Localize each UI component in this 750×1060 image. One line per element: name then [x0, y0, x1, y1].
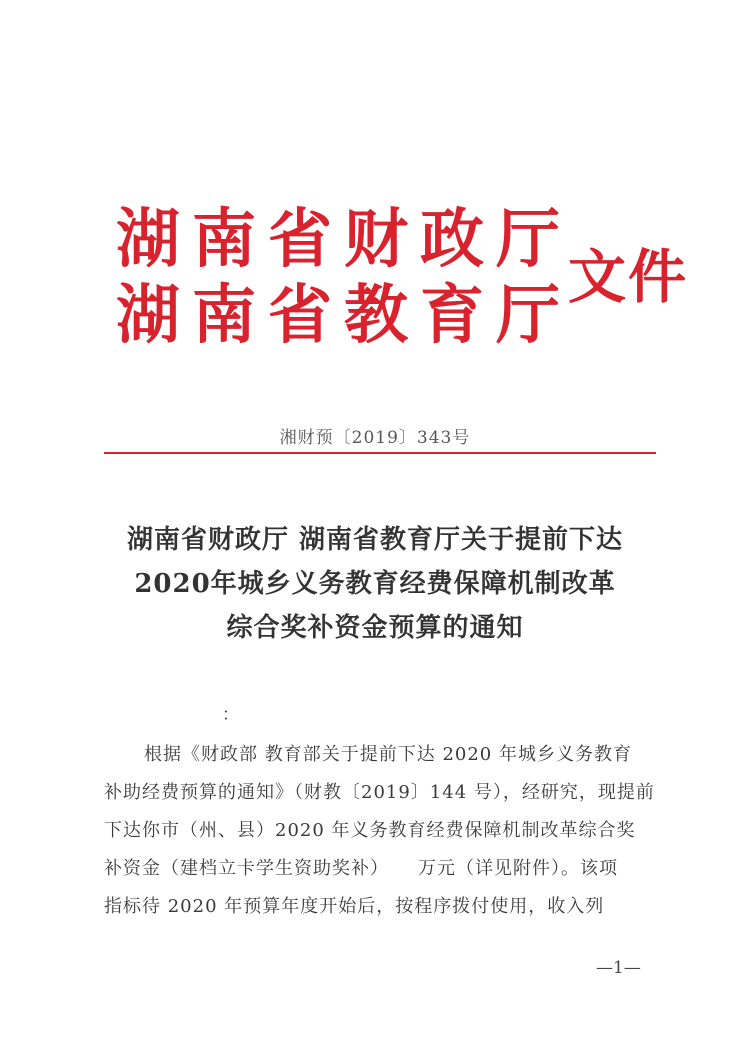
page-number: —1—: [596, 958, 641, 978]
body-line: 根据《财政部 教育部关于提前下达 2020 年城乡义务教育: [144, 744, 632, 765]
body-paragraph: [104, 736, 656, 926]
body-line: 指标待 2020 年预算年度开始后，按程序拨付使用，收入列: [104, 896, 605, 917]
body-line: 补资金（建档立卡学生资助奖补） 万元（详见附件）。该项: [104, 858, 618, 879]
title-line-2: 2020年城乡义务教育经费保障机制改革: [134, 569, 616, 599]
document-number: 湘财预〔2019〕343号: [279, 428, 471, 448]
red-separator-line: [104, 452, 656, 454]
recipient-salutation: ：: [222, 705, 239, 725]
issuing-agency-finance: 湖南省财政厅: [116, 202, 572, 277]
issuing-agency-education: 湖南省教育厅: [116, 278, 572, 353]
body-line: 下达你市（州、县）2020 年义务教育经费保障机制改革综合奖: [104, 820, 636, 841]
body-line: 补助经费预算的通知》（财教〔2019〕144 号），经研究，现提前: [104, 782, 655, 803]
letterhead: [116, 194, 689, 364]
document-title: [0, 518, 750, 650]
title-line-3: 综合奖补资金预算的通知: [226, 613, 524, 643]
file-label: 文件: [568, 243, 689, 311]
title-line-1: 湖南省财政厅 湖南省教育厅关于提前下达: [126, 525, 624, 555]
